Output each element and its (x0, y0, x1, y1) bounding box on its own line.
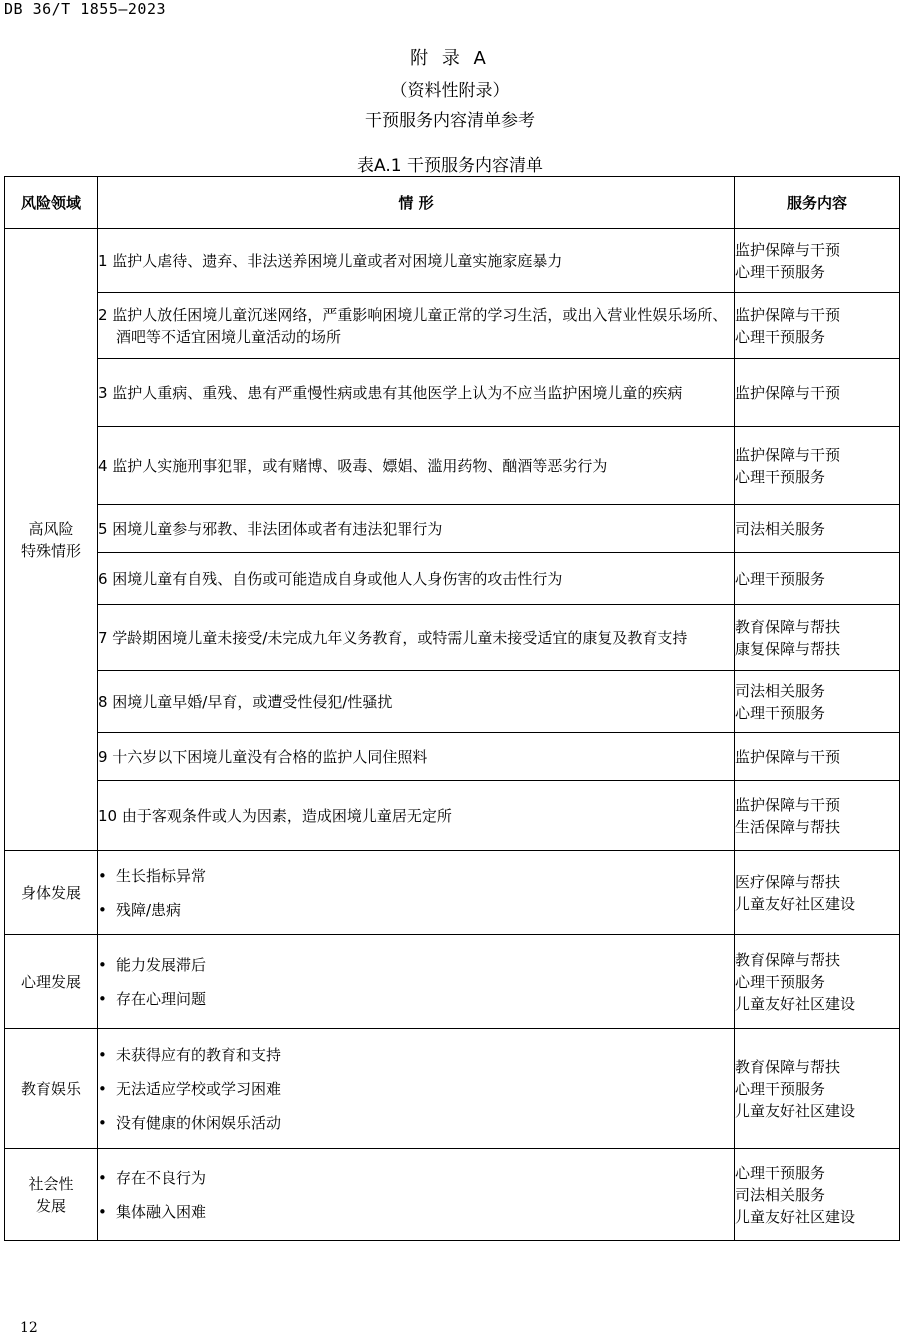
bullet-item (98, 1161, 734, 1195)
service-cell (735, 733, 900, 781)
situation-text: 5 困境儿童参与邪教、非法团体或者有违法犯罪行为 (98, 519, 443, 538)
service-item: 心理干预服务 (735, 703, 826, 722)
table-title: 表A.1 干预服务内容清单 (357, 156, 543, 176)
service-item: 司法相关服务 (735, 519, 826, 538)
situation-text: 4 监护人实施刑事犯罪，或有赌博、吸毒、嫖娼、滥用药物、酗酒等恶劣行为 (98, 456, 608, 475)
service-cell (735, 553, 900, 605)
risk-domain-cell (5, 229, 98, 851)
table-row (5, 427, 900, 505)
service-cell (735, 781, 900, 851)
service-item: 心理干预服务 (735, 262, 826, 281)
risk-domain-line: 教育娱乐 (20, 1079, 81, 1098)
bullet-icon: • (98, 955, 107, 974)
table-row (5, 851, 900, 935)
service-cell (735, 427, 900, 505)
service-table (4, 176, 900, 1241)
bullet-item (98, 1106, 734, 1140)
situation-cell (98, 733, 735, 781)
service-item: 监护保障与干预 (735, 747, 841, 766)
service-item: 医疗保障与帮扶 (735, 872, 841, 891)
situation-cell (98, 427, 735, 505)
bullet-icon: • (98, 866, 107, 885)
risk-domain-line: 特殊情形 (20, 541, 81, 560)
situation-text: 9 十六岁以下困境儿童没有合格的监护人同住照料 (98, 747, 428, 766)
bullet-item (98, 1038, 734, 1072)
service-item: 儿童友好社区建设 (735, 1207, 856, 1226)
table-row (5, 935, 900, 1029)
service-item: 心理干预服务 (735, 972, 826, 991)
service-cell (735, 671, 900, 733)
service-item: 心理干预服务 (735, 1079, 826, 1098)
situation-cell (98, 605, 735, 671)
bullet-icon: • (98, 1202, 107, 1221)
bullet-item (98, 859, 734, 893)
table-row (5, 1149, 900, 1241)
service-item: 儿童友好社区建设 (735, 894, 856, 913)
risk-domain-line: 心理发展 (20, 972, 81, 991)
service-item: 监护保障与干预 (735, 240, 841, 259)
service-item: 儿童友好社区建设 (735, 994, 856, 1013)
situation-cell (98, 781, 735, 851)
appendix-title: 附 录 A (410, 48, 490, 69)
service-item: 监护保障与干预 (735, 795, 841, 814)
risk-domain-line: 高风险 (28, 519, 74, 538)
service-cell (735, 1029, 900, 1149)
risk-domain-cell (5, 1149, 98, 1241)
table-row (5, 781, 900, 851)
appendix-name: 干预服务内容清单参考 (365, 111, 535, 131)
situation-cell (98, 1149, 735, 1241)
situation-text: 7 学龄期困境儿童未接受/未完成九年义务教育，或特需儿童未接受适宜的康复及教育支持 (98, 628, 688, 647)
bullet-icon: • (98, 1079, 107, 1098)
bullet-item (98, 893, 734, 927)
service-cell (735, 935, 900, 1029)
service-item: 康复保障与帮扶 (735, 639, 841, 658)
bullet-text: 存在不良行为 (116, 1168, 207, 1187)
bullet-icon: • (98, 1168, 107, 1187)
table-row (5, 505, 900, 553)
bullet-text: 能力发展滞后 (116, 955, 207, 974)
table-row (5, 553, 900, 605)
situation-cell (98, 229, 735, 293)
service-item: 司法相关服务 (735, 681, 826, 700)
bullet-item (98, 948, 734, 982)
service-cell (735, 1149, 900, 1241)
service-cell (735, 359, 900, 427)
bullet-text: 无法适应学校或学习困难 (116, 1079, 282, 1098)
situation-text: 3 监护人重病、重残、患有严重慢性病或患有其他医学上认为不应当监护困境儿童的疾病 (98, 383, 683, 402)
service-item: 心理干预服务 (735, 327, 826, 346)
risk-domain-cell (5, 1029, 98, 1149)
situation-cell (98, 671, 735, 733)
situation-text: 6 困境儿童有自残、自伤或可能造成自身或他人人身伤害的攻击性行为 (98, 569, 563, 588)
service-item: 监护保障与干预 (735, 305, 841, 324)
risk-domain-line: 社会性 (28, 1174, 74, 1193)
situation-cell (98, 359, 735, 427)
service-item: 监护保障与干预 (735, 383, 841, 402)
situation-text: 1 监护人虐待、遗弃、非法送养困境儿童或者对困境儿童实施家庭暴力 (98, 251, 563, 270)
service-item: 儿童友好社区建设 (735, 1101, 856, 1120)
table-row (5, 733, 900, 781)
service-cell (735, 505, 900, 553)
risk-domain-cell (5, 935, 98, 1029)
table-row (5, 1029, 900, 1149)
situation-cell (98, 293, 735, 359)
bullet-icon: • (98, 900, 107, 919)
service-item: 司法相关服务 (735, 1185, 826, 1204)
service-item: 教育保障与帮扶 (735, 617, 841, 636)
risk-domain-line: 发展 (35, 1196, 66, 1215)
service-cell (735, 605, 900, 671)
table-header-row (5, 177, 900, 229)
appendix-subtitle: （资料性附录） (390, 81, 510, 101)
service-item: 教育保障与帮扶 (735, 950, 841, 969)
situation-text: 10 由于客观条件或人为因素，造成困境儿童居无定所 (98, 806, 452, 825)
service-item: 生活保障与帮扶 (735, 817, 841, 836)
bullet-icon: • (98, 1113, 107, 1132)
bullet-icon: • (98, 989, 107, 1008)
table-row (5, 359, 900, 427)
service-item: 监护保障与干预 (735, 445, 841, 464)
bullet-text: 残障/患病 (116, 900, 182, 919)
bullet-text: 没有健康的休闲娱乐活动 (116, 1113, 282, 1132)
service-cell (735, 851, 900, 935)
risk-domain-line: 身体发展 (20, 883, 81, 902)
service-cell (735, 229, 900, 293)
bullet-text: 未获得应有的教育和支持 (116, 1045, 282, 1064)
header-service: 服务内容 (735, 177, 900, 229)
situation-cell (98, 505, 735, 553)
table-row (5, 671, 900, 733)
table-row (5, 605, 900, 671)
situation-cell (98, 935, 735, 1029)
service-item: 心理干预服务 (735, 467, 826, 486)
bullet-text: 生长指标异常 (116, 866, 207, 885)
bullet-item (98, 982, 734, 1016)
bullet-icon: • (98, 1045, 107, 1064)
header-risk-domain: 风险领域 (5, 177, 98, 229)
table-row (5, 229, 900, 293)
document-code: DB 36/T 1855—2023 (4, 0, 167, 18)
service-item: 心理干预服务 (735, 569, 826, 588)
page-number: 12 (20, 1320, 38, 1336)
bullet-text: 存在心理问题 (116, 989, 207, 1008)
header-situation: 情 形 (98, 177, 735, 229)
service-item: 心理干预服务 (735, 1163, 826, 1182)
situation-cell (98, 553, 735, 605)
table-row (5, 293, 900, 359)
service-item: 教育保障与帮扶 (735, 1057, 841, 1076)
bullet-item (98, 1072, 734, 1106)
situation-cell (98, 1029, 735, 1149)
bullet-item (98, 1195, 734, 1229)
situation-text: 8 困境儿童早婚/早育，或遭受性侵犯/性骚扰 (98, 692, 393, 711)
bullet-text: 集体融入困难 (116, 1202, 207, 1221)
risk-domain-cell (5, 851, 98, 935)
situation-cell (98, 851, 735, 935)
situation-text: 2 监护人放任困境儿童沉迷网络，严重影响困境儿童正常的学习生活，或出入营业性娱乐场所、酒吧等不适宜困境儿童活动的场所 (98, 305, 728, 346)
service-cell (735, 293, 900, 359)
